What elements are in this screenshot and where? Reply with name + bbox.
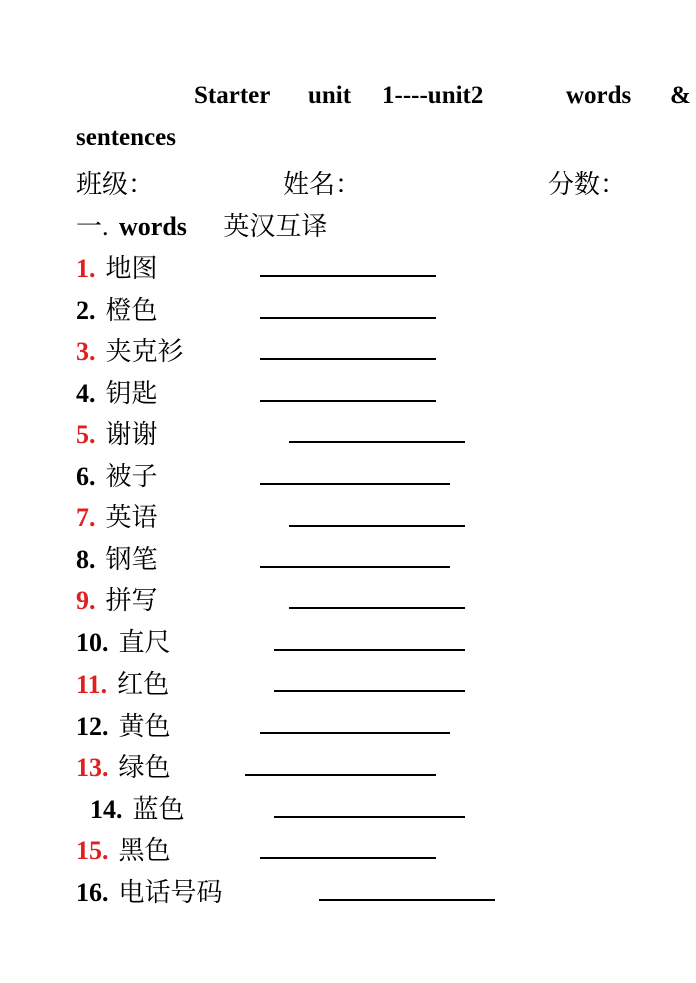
item-number: 8.: [76, 545, 96, 574]
item-chinese-word: 绿色: [118, 753, 171, 782]
item-number: 15.: [76, 836, 109, 865]
answer-blank[interactable]: [260, 732, 450, 734]
answer-blank[interactable]: [260, 483, 450, 485]
answer-blank[interactable]: [289, 441, 465, 443]
item-number: 9.: [76, 586, 96, 615]
item-number: 12.: [76, 712, 109, 741]
answer-blank[interactable]: [260, 275, 436, 277]
vocab-item: [76, 456, 158, 492]
item-chinese-word: 红色: [117, 670, 170, 699]
section-instruction: 英汉互译: [223, 212, 328, 241]
worksheet-title: [76, 82, 696, 116]
vocab-item: [76, 622, 171, 658]
student-info-row: [76, 164, 676, 200]
answer-blank[interactable]: [274, 816, 465, 818]
item-number: 7.: [76, 503, 96, 532]
answer-blank[interactable]: [260, 400, 436, 402]
title-word: Starter: [194, 82, 271, 109]
vocab-item: [76, 664, 169, 700]
answer-blank[interactable]: [319, 899, 495, 901]
answer-blank[interactable]: [260, 358, 436, 360]
item-chinese-word: 拼写: [105, 586, 158, 615]
item-number: 4.: [76, 379, 96, 408]
answer-blank[interactable]: [260, 857, 436, 859]
item-number: 3.: [76, 337, 96, 366]
score-label: 分数：: [548, 170, 627, 199]
vocab-item: [90, 789, 185, 825]
title-word: words: [566, 82, 632, 109]
item-chinese-word: 被子: [105, 462, 158, 491]
item-number: 13.: [76, 753, 109, 782]
answer-blank[interactable]: [260, 317, 436, 319]
vocab-item: [76, 539, 158, 575]
item-number: 16.: [76, 878, 109, 907]
item-number: 5.: [76, 420, 96, 449]
item-chinese-word: 地图: [105, 254, 158, 283]
item-number: 1.: [76, 254, 96, 283]
vocab-item: [76, 830, 171, 866]
item-chinese-word: 钢笔: [105, 545, 158, 574]
answer-blank[interactable]: [289, 607, 465, 609]
section-heading: [76, 206, 327, 243]
answer-blank[interactable]: [245, 774, 436, 776]
answer-blank[interactable]: [289, 525, 465, 527]
item-chinese-word: 橙色: [105, 296, 158, 325]
item-chinese-word: 黑色: [118, 836, 171, 865]
class-label: 班级：: [76, 170, 155, 199]
name-label: 姓名：: [283, 170, 362, 199]
answer-blank[interactable]: [274, 649, 465, 651]
vocab-item: [76, 580, 158, 616]
title-continuation: sentences: [76, 124, 176, 151]
item-chinese-word: 蓝色: [132, 795, 185, 824]
title-word: unit: [308, 82, 352, 109]
item-number: 2.: [76, 296, 96, 325]
item-chinese-word: 直尺: [118, 628, 171, 657]
answer-blank[interactable]: [260, 566, 450, 568]
vocab-item: [76, 747, 171, 783]
vocab-item: [76, 706, 171, 742]
section-number: 一.: [76, 212, 109, 241]
vocab-item: [76, 497, 158, 533]
answer-blank[interactable]: [274, 690, 465, 692]
vocab-item: [76, 331, 184, 367]
title-word: &: [670, 82, 691, 109]
item-number: 14.: [90, 795, 123, 824]
item-chinese-word: 谢谢: [105, 420, 158, 449]
section-words: words: [119, 212, 187, 241]
item-number: 10.: [76, 628, 109, 657]
item-chinese-word: 英语: [105, 503, 158, 532]
item-chinese-word: 黄色: [118, 712, 171, 741]
vocab-item: [76, 248, 158, 284]
item-number: 11.: [76, 670, 108, 699]
item-chinese-word: 夹克衫: [105, 337, 184, 366]
item-chinese-word: 钥匙: [105, 379, 158, 408]
vocab-item: [76, 872, 223, 908]
vocab-item: [76, 373, 158, 409]
vocab-item: [76, 290, 158, 326]
item-chinese-word: 电话号码: [118, 878, 223, 907]
item-number: 6.: [76, 462, 96, 491]
vocab-item: [76, 414, 158, 450]
title-word: 1----unit2: [382, 82, 484, 109]
